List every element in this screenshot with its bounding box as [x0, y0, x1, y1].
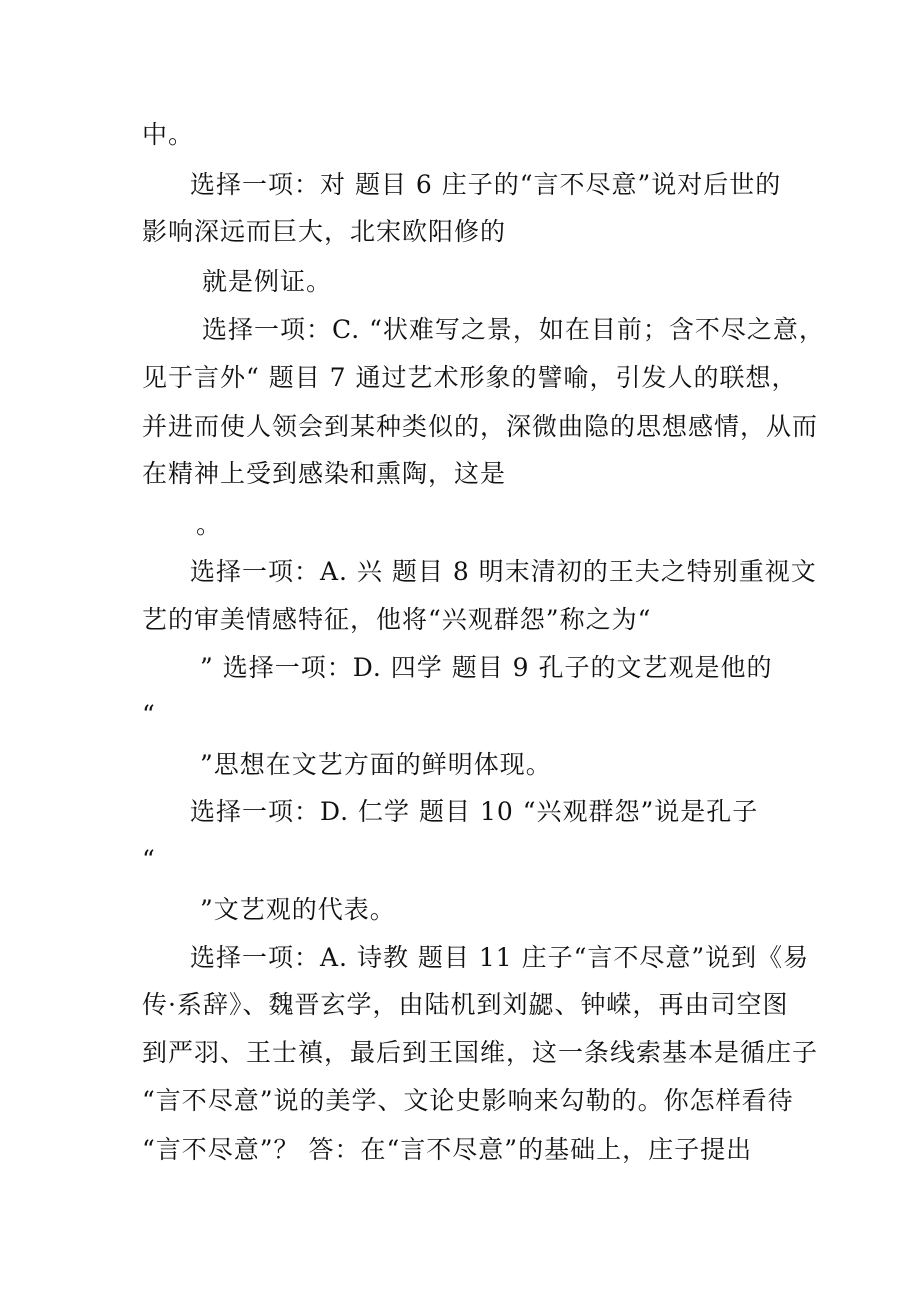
text-line: “	[142, 700, 156, 729]
text-line: 到严羽、王士禛，最后到王国维，这一条线索基本是循庄子	[142, 1038, 819, 1067]
text-line: 传·系辞》、魏晋玄学，由陆机到刘勰、钟嵘，再由司空图	[142, 990, 789, 1019]
text-line: “言不尽意”说的美学、文论史影响来勾勒的。你怎样看待	[142, 1086, 794, 1115]
text-line: 选择一项：C. “状难写之景，如在目前；含不尽之意，	[202, 315, 825, 344]
text-line: ”思想在文艺方面的鲜明体现。	[200, 750, 552, 779]
text-line: 影响深远而巨大，北宋欧阳修的	[142, 217, 507, 246]
text-line: 见于言外“ 题目 7 通过艺术形象的譬喻，引发人的联想，	[142, 363, 798, 392]
text-line: 选择一项：对 题目 6 庄子的“言不尽意”说对后世的	[190, 170, 782, 199]
text-line: 选择一项：A. 兴 题目 8 明末清初的王夫之特别重视文	[190, 557, 817, 586]
text-line: 并进而使人领会到某种类似的，深微曲隐的思想感情，从而	[142, 412, 819, 441]
text-line: 在精神上受到感染和熏陶，这是	[142, 459, 507, 488]
text-line: 选择一项：D. 仁学 题目 10 “兴观群怨”说是孔子	[190, 797, 759, 826]
text-line: “	[142, 845, 156, 874]
text-line: “言不尽意”？ 答：在“言不尽意”的基础上，庄子提出	[142, 1135, 753, 1164]
text-line: 。	[196, 510, 223, 539]
text-line: 选择一项：A. 诗教 题目 11 庄子“言不尽意”说到《易	[190, 943, 810, 972]
text-line: 艺的审美情感特征，他将“兴观群怨”称之为“	[142, 605, 652, 634]
text-line: ”文艺观的代表。	[200, 895, 396, 924]
text-line: ” 选择一项：D. 四学 题目 9 孔子的文艺观是他的	[200, 653, 773, 682]
text-line: 中。	[142, 120, 195, 149]
text-line: 就是例证。	[202, 267, 333, 296]
